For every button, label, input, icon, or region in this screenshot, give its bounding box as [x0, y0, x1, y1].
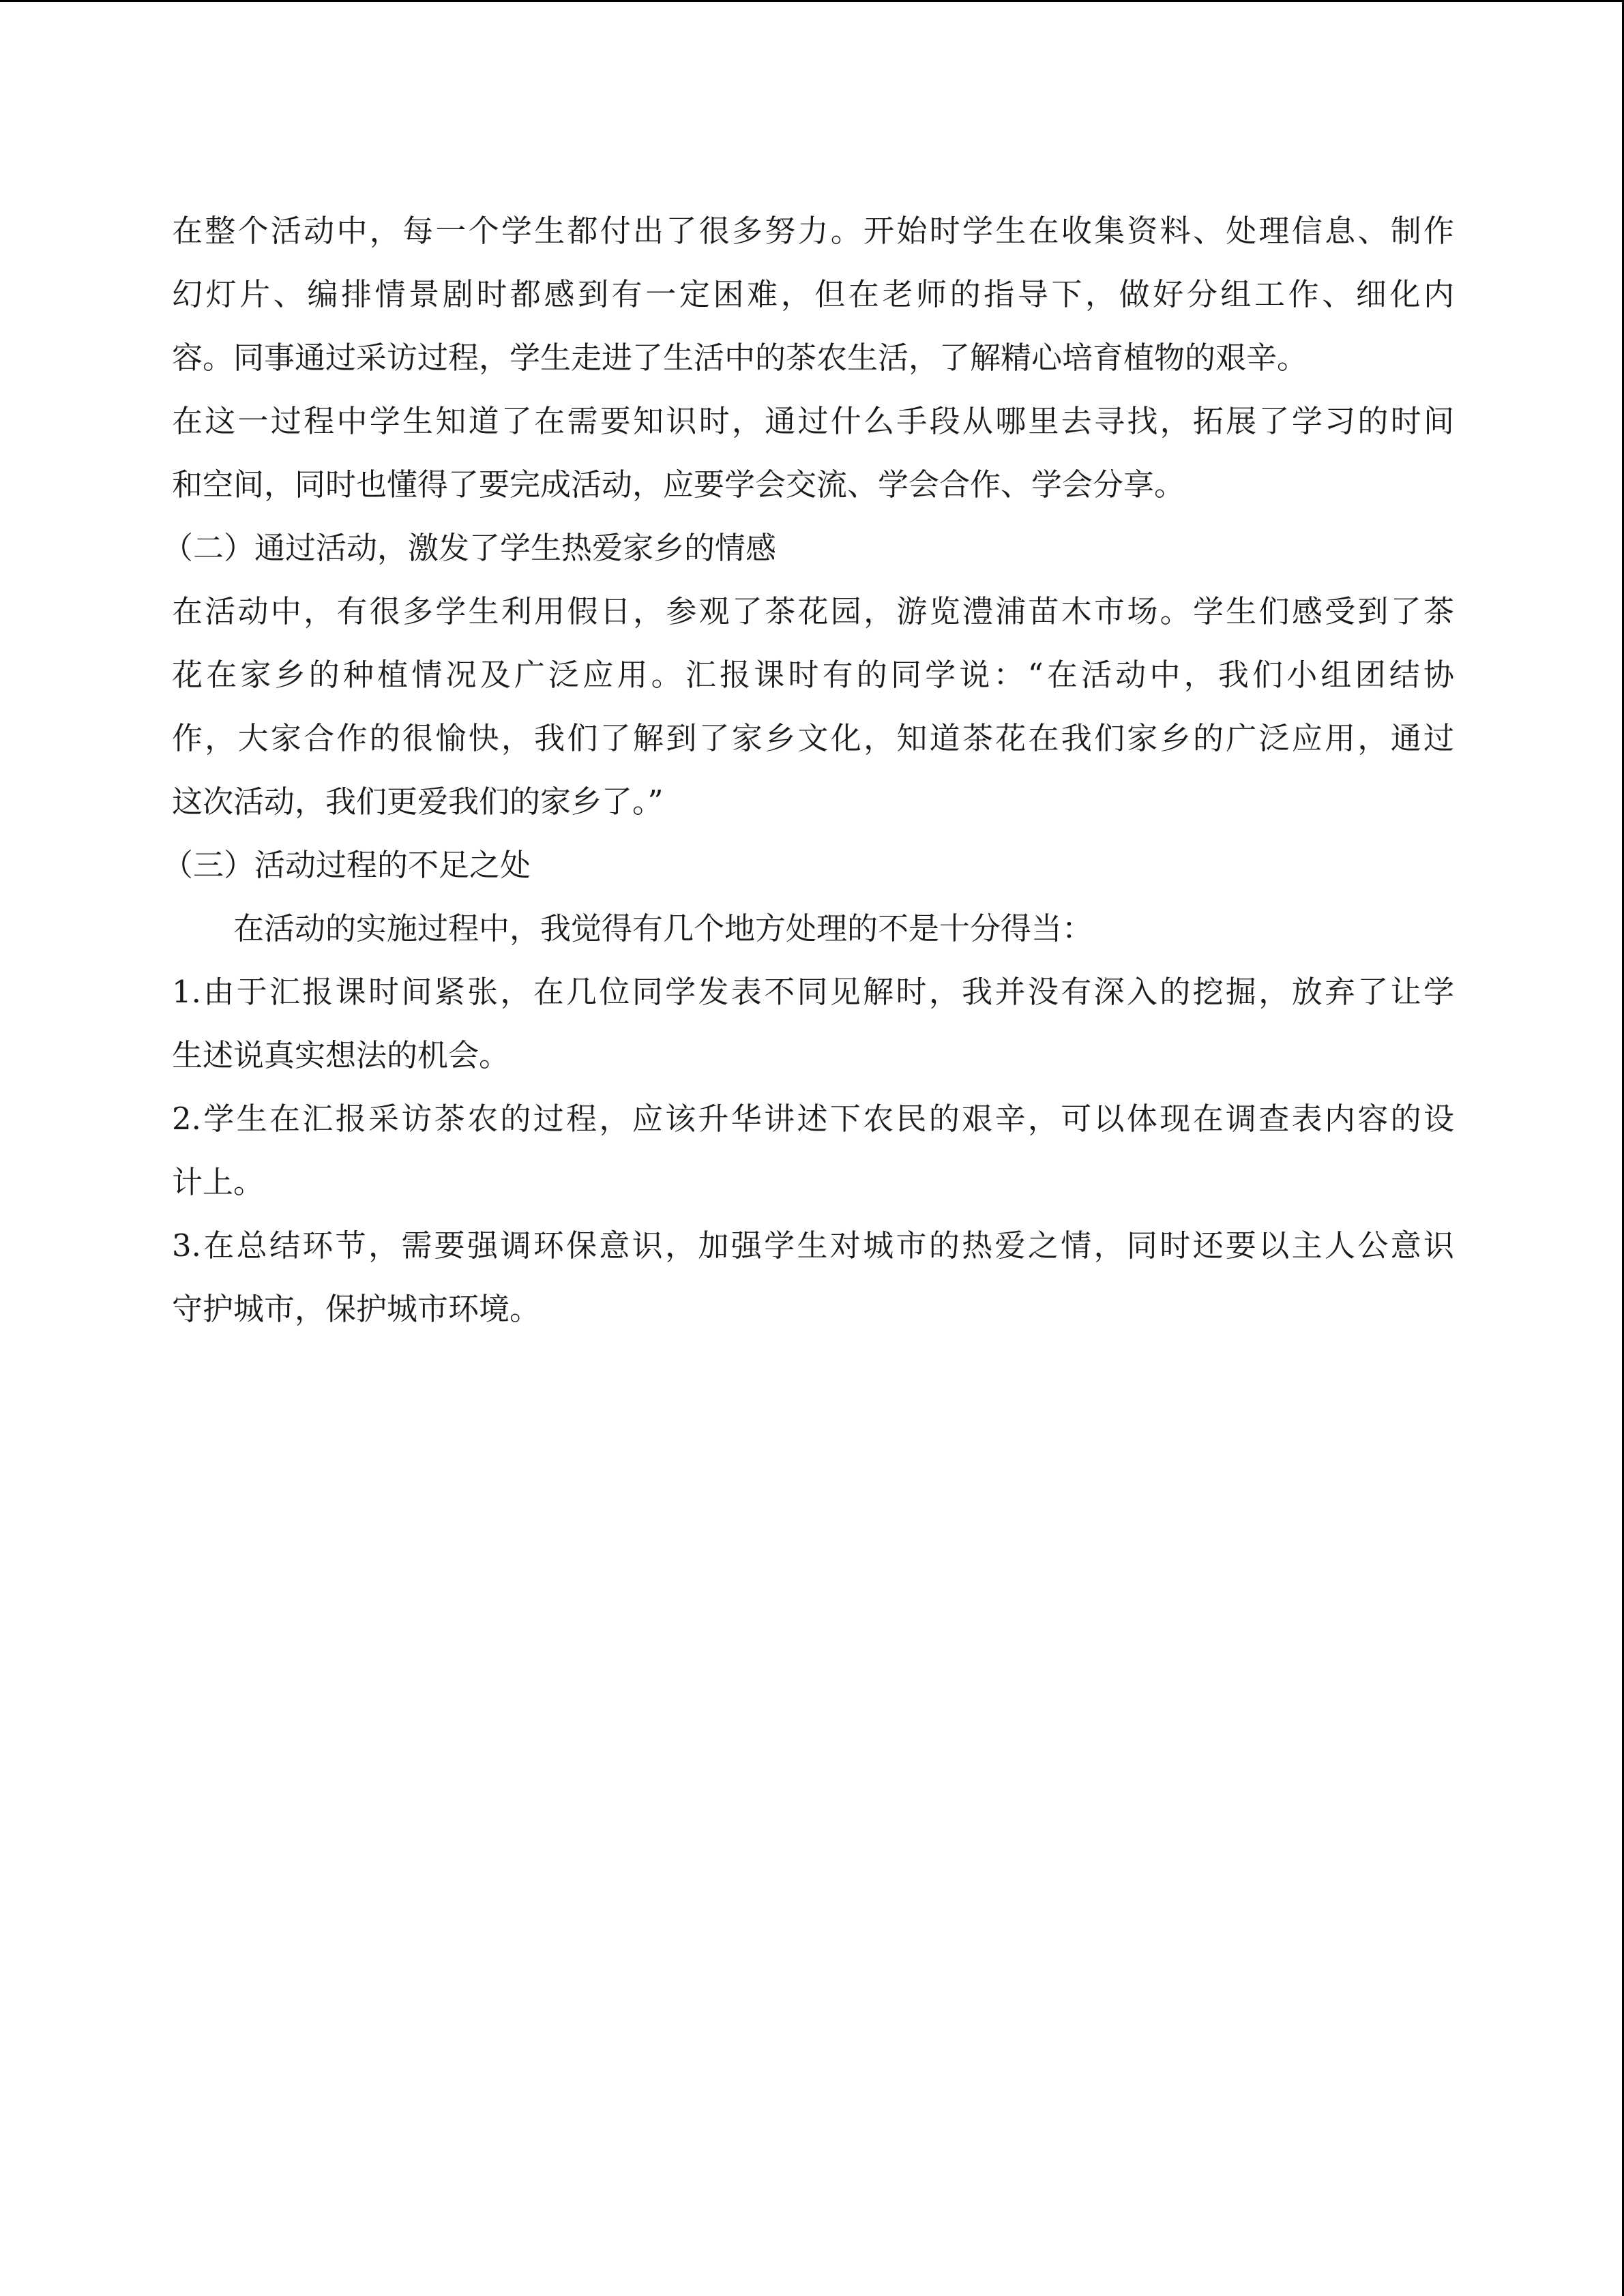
paragraph-hometown [172, 580, 1454, 833]
paragraph-learning [172, 389, 1454, 516]
paragraph-effort [172, 199, 1454, 389]
text-line: 这次活动，我们更爱我们的家乡了。” [172, 784, 664, 820]
text-line: 守护城市，保护城市环境。 [172, 1291, 541, 1327]
text-line: 生述说真实想法的机会。 [172, 1037, 510, 1073]
text-line: 在整个活动中，每一个学生都付出了很多努力。开始时学生在收集资料、处理信息、制作 [172, 213, 1454, 249]
text-line: 花在家乡的种植情况及广泛应用。汇报课时有的同学说：“在活动中，我们小组团结协 [172, 657, 1454, 693]
text-line: 和空间，同时也懂得了要完成活动，应要学会交流、学会合作、学会分享。 [172, 466, 1185, 503]
text-line: 在这一过程中学生知道了在需要知识时，通过什么手段从哪里去寻找，拓展了学习的时间 [172, 403, 1454, 439]
text-line: 2.学生在汇报采访茶农的过程，应该升华讲述下农民的艰辛，可以体现在调查表内容的设 [172, 1101, 1454, 1137]
heading-text: （二）通过活动，激发了学生热爱家乡的情感 [162, 530, 777, 566]
text-line: 幻灯片、编排情景剧时都感到有一定困难，但在老师的指导下，做好分组工作、细化内 [172, 276, 1454, 312]
heading-text: （三）活动过程的不足之处 [162, 847, 531, 883]
document-body [162, 199, 1454, 1341]
list-item-3 [172, 1214, 1454, 1341]
text-line: 在活动的实施过程中，我觉得有几个地方处理的不是十分得当： [233, 910, 1093, 946]
text-line: 容。同事通过采访过程，学生走进了生活中的茶农生活，了解精心培育植物的艰辛。 [172, 340, 1308, 376]
text-line: 作，大家合作的很愉快，我们了解到了家乡文化，知道茶花在我们家乡的广泛应用，通过 [172, 720, 1454, 756]
text-line: 1.由于汇报课时间紧张，在几位同学发表不同见解时，我并没有深入的挖掘，放弃了让学 [172, 974, 1454, 1010]
text-line: 在活动中，有很多学生利用假日，参观了茶花园，游览澧浦苗木市场。学生们感受到了茶 [172, 593, 1454, 629]
text-line: 计上。 [172, 1164, 265, 1200]
section-heading-three [162, 833, 1454, 897]
text-line: 3.在总结环节，需要强调环保意识，加强学生对城市的热爱之情，同时还要以主人公意识 [172, 1227, 1454, 1264]
list-item-2 [172, 1087, 1454, 1214]
list-item-1 [172, 960, 1454, 1087]
paragraph-shortcomings-intro [172, 897, 1454, 960]
page-border-top [0, 0, 1624, 2]
section-heading-two [162, 516, 1454, 580]
